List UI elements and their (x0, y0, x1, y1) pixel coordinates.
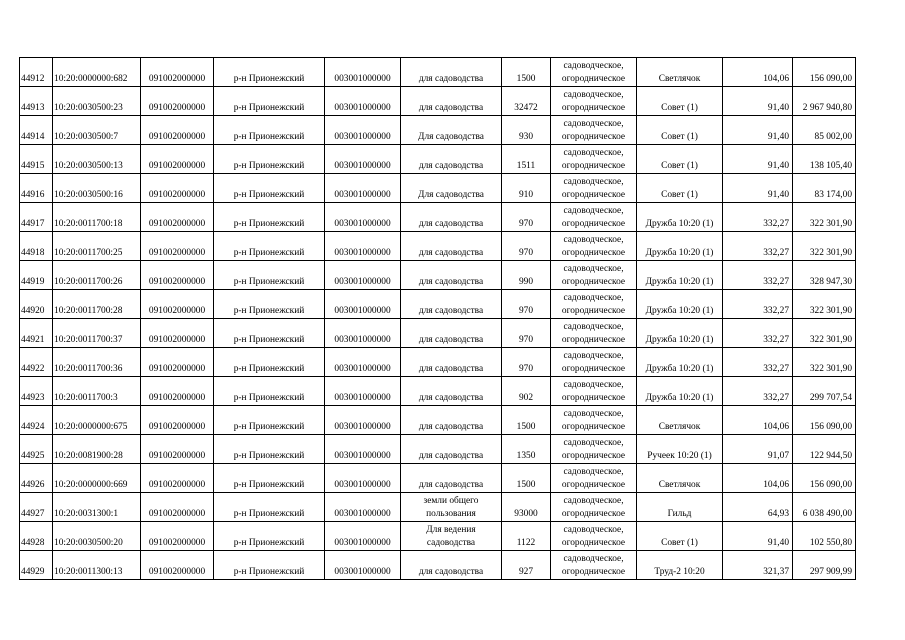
cell-zone: Светлячок (637, 464, 723, 493)
cell-area: 990 (502, 261, 551, 290)
cell-value: 297 909,99 (793, 551, 856, 580)
cell-rate: 332,27 (723, 319, 793, 348)
cell-cadastre: 10:20:0000000:669 (53, 464, 141, 493)
cell-cadastre: 10:20:0011700:3 (53, 377, 141, 406)
cell-category: садоводческое, огородническое (551, 174, 637, 203)
cell-value: 102 550,80 (793, 522, 856, 551)
cell-zone: Светлячок (637, 406, 723, 435)
cell-num: 44912 (20, 58, 53, 87)
cell-purpose: для садоводства (401, 232, 502, 261)
cell-value: 83 174,00 (793, 174, 856, 203)
cell-area: 970 (502, 232, 551, 261)
cell-code1: 091002000000 (141, 145, 214, 174)
cell-purpose: для садоводства (401, 551, 502, 580)
table-row (20, 87, 856, 116)
cell-category: садоводческое, огородническое (551, 319, 637, 348)
cell-purpose: для садоводства (401, 319, 502, 348)
cell-num: 44927 (20, 493, 53, 522)
cell-zone: Совет (1) (637, 145, 723, 174)
cell-code2: 003001000000 (325, 435, 401, 464)
cell-area: 970 (502, 348, 551, 377)
cell-code2: 003001000000 (325, 145, 401, 174)
cell-district: р-н Прионежский (214, 348, 325, 377)
cell-rate: 332,27 (723, 348, 793, 377)
cell-code2: 003001000000 (325, 319, 401, 348)
cell-num: 44914 (20, 116, 53, 145)
cell-category: садоводческое, огородническое (551, 551, 637, 580)
table-row (20, 232, 856, 261)
cell-category: садоводческое, огородническое (551, 348, 637, 377)
cell-district: р-н Прионежский (214, 493, 325, 522)
cell-value: 322 301,90 (793, 348, 856, 377)
cell-code2: 003001000000 (325, 174, 401, 203)
cell-num: 44915 (20, 145, 53, 174)
cell-purpose: для садоводства (401, 435, 502, 464)
table-row (20, 522, 856, 551)
cell-area: 910 (502, 174, 551, 203)
cell-area: 93000 (502, 493, 551, 522)
cell-category: садоводческое, огородническое (551, 116, 637, 145)
cell-category: садоводческое, огородническое (551, 145, 637, 174)
cell-rate: 91,07 (723, 435, 793, 464)
table-row (20, 145, 856, 174)
table-body (20, 58, 856, 580)
cell-rate: 332,27 (723, 377, 793, 406)
cell-rate: 332,27 (723, 203, 793, 232)
cell-rate: 104,06 (723, 58, 793, 87)
cell-num: 44925 (20, 435, 53, 464)
cell-zone: Дружба 10:20 (1) (637, 203, 723, 232)
cell-code1: 091002000000 (141, 290, 214, 319)
cell-area: 970 (502, 319, 551, 348)
cell-num: 44913 (20, 87, 53, 116)
cell-category: садоводческое, огородническое (551, 261, 637, 290)
cell-code2: 003001000000 (325, 87, 401, 116)
table-row (20, 493, 856, 522)
table-row (20, 464, 856, 493)
cell-rate: 91,40 (723, 87, 793, 116)
cell-code2: 003001000000 (325, 406, 401, 435)
cell-rate: 104,06 (723, 406, 793, 435)
cell-code2: 003001000000 (325, 493, 401, 522)
cell-value: 322 301,90 (793, 290, 856, 319)
cell-category: садоводческое, огородническое (551, 290, 637, 319)
cell-area: 1500 (502, 464, 551, 493)
cell-code1: 091002000000 (141, 377, 214, 406)
cell-num: 44921 (20, 319, 53, 348)
cell-category: садоводческое, огородническое (551, 87, 637, 116)
table-row (20, 435, 856, 464)
cell-district: р-н Прионежский (214, 261, 325, 290)
table-row (20, 348, 856, 377)
cell-purpose: для садоводства (401, 290, 502, 319)
cell-purpose: для садоводства (401, 203, 502, 232)
table-row (20, 377, 856, 406)
cell-category: садоводческое, огородническое (551, 435, 637, 464)
cell-zone: Дружба 10:20 (1) (637, 319, 723, 348)
cell-num: 44928 (20, 522, 53, 551)
cell-purpose: Для садоводства (401, 116, 502, 145)
table-row (20, 551, 856, 580)
cell-zone: Ручеек 10:20 (1) (637, 435, 723, 464)
cell-num: 44929 (20, 551, 53, 580)
cell-category: садоводческое, огородническое (551, 58, 637, 87)
cell-cadastre: 10:20:0011700:37 (53, 319, 141, 348)
cell-rate: 332,27 (723, 261, 793, 290)
cell-value: 6 038 490,00 (793, 493, 856, 522)
cell-category: садоводческое, огородническое (551, 203, 637, 232)
cell-value: 328 947,30 (793, 261, 856, 290)
cell-category: садоводческое, огородническое (551, 406, 637, 435)
cell-cadastre: 10:20:0011300:13 (53, 551, 141, 580)
cell-code2: 003001000000 (325, 203, 401, 232)
cell-code2: 003001000000 (325, 522, 401, 551)
cell-purpose: для садоводства (401, 406, 502, 435)
cell-zone: Дружба 10:20 (1) (637, 232, 723, 261)
cell-num: 44923 (20, 377, 53, 406)
cell-area: 927 (502, 551, 551, 580)
cell-value: 2 967 940,80 (793, 87, 856, 116)
cell-zone: Гильд (637, 493, 723, 522)
cell-zone: Дружба 10:20 (1) (637, 290, 723, 319)
cell-code1: 091002000000 (141, 435, 214, 464)
table-row (20, 116, 856, 145)
cell-cadastre: 10:20:0030500:7 (53, 116, 141, 145)
cell-cadastre: 10:20:0081900:28 (53, 435, 141, 464)
cell-purpose: для садоводства (401, 377, 502, 406)
cell-code1: 091002000000 (141, 203, 214, 232)
cell-code2: 003001000000 (325, 348, 401, 377)
cell-zone: Совет (1) (637, 116, 723, 145)
cell-area: 970 (502, 203, 551, 232)
cell-district: р-н Прионежский (214, 319, 325, 348)
cell-num: 44917 (20, 203, 53, 232)
cell-zone: Дружба 10:20 (1) (637, 377, 723, 406)
cell-num: 44922 (20, 348, 53, 377)
cell-rate: 321,37 (723, 551, 793, 580)
cell-purpose: Для садоводства (401, 174, 502, 203)
cell-num: 44920 (20, 290, 53, 319)
cell-district: р-н Прионежский (214, 203, 325, 232)
land-registry-table (19, 57, 856, 580)
cell-value: 85 002,00 (793, 116, 856, 145)
cell-rate: 64,93 (723, 493, 793, 522)
cell-num: 44916 (20, 174, 53, 203)
cell-district: р-н Прионежский (214, 145, 325, 174)
cell-category: садоводческое, огородническое (551, 493, 637, 522)
table-row (20, 406, 856, 435)
cell-code2: 003001000000 (325, 261, 401, 290)
cell-purpose: для садоводства (401, 145, 502, 174)
cell-code1: 091002000000 (141, 232, 214, 261)
cell-category: садоводческое, огородническое (551, 522, 637, 551)
cell-district: р-н Прионежский (214, 290, 325, 319)
table-row (20, 261, 856, 290)
table-row (20, 58, 856, 87)
cell-cadastre: 10:20:0011700:36 (53, 348, 141, 377)
cell-code2: 003001000000 (325, 377, 401, 406)
cell-cadastre: 10:20:0011700:26 (53, 261, 141, 290)
cell-zone: Совет (1) (637, 174, 723, 203)
cell-code1: 091002000000 (141, 522, 214, 551)
cell-value: 156 090,00 (793, 58, 856, 87)
cell-value: 122 944,50 (793, 435, 856, 464)
cell-area: 1122 (502, 522, 551, 551)
cell-zone: Совет (1) (637, 522, 723, 551)
cell-code2: 003001000000 (325, 116, 401, 145)
cell-cadastre: 10:20:0030500:16 (53, 174, 141, 203)
cell-rate: 332,27 (723, 232, 793, 261)
cell-code1: 091002000000 (141, 116, 214, 145)
cell-district: р-н Прионежский (214, 58, 325, 87)
cell-code2: 003001000000 (325, 232, 401, 261)
cell-code2: 003001000000 (325, 551, 401, 580)
cell-cadastre: 10:20:0030500:13 (53, 145, 141, 174)
cell-purpose: для садоводства (401, 58, 502, 87)
cell-value: 156 090,00 (793, 464, 856, 493)
cell-code1: 091002000000 (141, 551, 214, 580)
cell-rate: 104,06 (723, 464, 793, 493)
cell-district: р-н Прионежский (214, 435, 325, 464)
cell-value: 299 707,54 (793, 377, 856, 406)
cell-area: 930 (502, 116, 551, 145)
cell-rate: 91,40 (723, 174, 793, 203)
cell-code1: 091002000000 (141, 261, 214, 290)
cell-code1: 091002000000 (141, 174, 214, 203)
cell-cadastre: 10:20:0011700:25 (53, 232, 141, 261)
cell-district: р-н Прионежский (214, 464, 325, 493)
cell-category: садоводческое, огородническое (551, 232, 637, 261)
cell-num: 44918 (20, 232, 53, 261)
cell-district: р-н Прионежский (214, 551, 325, 580)
cell-value: 138 105,40 (793, 145, 856, 174)
cell-area: 970 (502, 290, 551, 319)
cell-area: 32472 (502, 87, 551, 116)
cell-rate: 91,40 (723, 522, 793, 551)
cell-value: 156 090,00 (793, 406, 856, 435)
cell-value: 322 301,90 (793, 232, 856, 261)
cell-district: р-н Прионежский (214, 174, 325, 203)
table-row (20, 203, 856, 232)
cell-value: 322 301,90 (793, 319, 856, 348)
table-row (20, 174, 856, 203)
cell-area: 1511 (502, 145, 551, 174)
cell-cadastre: 10:20:0031300:1 (53, 493, 141, 522)
cell-num: 44919 (20, 261, 53, 290)
cell-code1: 091002000000 (141, 493, 214, 522)
cell-zone: Совет (1) (637, 87, 723, 116)
cell-rate: 91,40 (723, 145, 793, 174)
cell-code1: 091002000000 (141, 348, 214, 377)
cell-value: 322 301,90 (793, 203, 856, 232)
cell-zone: Дружба 10:20 (1) (637, 348, 723, 377)
cell-zone: Дружба 10:20 (1) (637, 261, 723, 290)
cell-cadastre: 10:20:0000000:682 (53, 58, 141, 87)
cell-purpose: Для ведения садоводства (401, 522, 502, 551)
cell-code1: 091002000000 (141, 464, 214, 493)
cell-num: 44926 (20, 464, 53, 493)
cell-rate: 332,27 (723, 290, 793, 319)
cell-category: садоводческое, огородническое (551, 377, 637, 406)
cell-zone: Труд-2 10:20 (637, 551, 723, 580)
table-row (20, 319, 856, 348)
cell-cadastre: 10:20:0030500:20 (53, 522, 141, 551)
cell-area: 902 (502, 377, 551, 406)
cell-purpose: земли общего пользования (401, 493, 502, 522)
cell-category: садоводческое, огородническое (551, 464, 637, 493)
cell-rate: 91,40 (723, 116, 793, 145)
cell-purpose: для садоводства (401, 87, 502, 116)
cell-cadastre: 10:20:0011700:28 (53, 290, 141, 319)
cell-purpose: для садоводства (401, 464, 502, 493)
cell-code2: 003001000000 (325, 290, 401, 319)
table-row (20, 290, 856, 319)
cell-area: 1500 (502, 406, 551, 435)
cell-code1: 091002000000 (141, 58, 214, 87)
cell-district: р-н Прионежский (214, 232, 325, 261)
cell-purpose: для садоводства (401, 348, 502, 377)
cell-code1: 091002000000 (141, 87, 214, 116)
cell-cadastre: 10:20:0000000:675 (53, 406, 141, 435)
cell-cadastre: 10:20:0030500:23 (53, 87, 141, 116)
cell-code1: 091002000000 (141, 406, 214, 435)
cell-num: 44924 (20, 406, 53, 435)
cell-code1: 091002000000 (141, 319, 214, 348)
cell-district: р-н Прионежский (214, 116, 325, 145)
cell-district: р-н Прионежский (214, 87, 325, 116)
cell-district: р-н Прионежский (214, 406, 325, 435)
cell-district: р-н Прионежский (214, 377, 325, 406)
cell-cadastre: 10:20:0011700:18 (53, 203, 141, 232)
cell-area: 1350 (502, 435, 551, 464)
cell-code2: 003001000000 (325, 464, 401, 493)
cell-code2: 003001000000 (325, 58, 401, 87)
cell-purpose: для садоводства (401, 261, 502, 290)
cell-district: р-н Прионежский (214, 522, 325, 551)
cell-zone: Светлячок (637, 58, 723, 87)
cell-area: 1500 (502, 58, 551, 87)
